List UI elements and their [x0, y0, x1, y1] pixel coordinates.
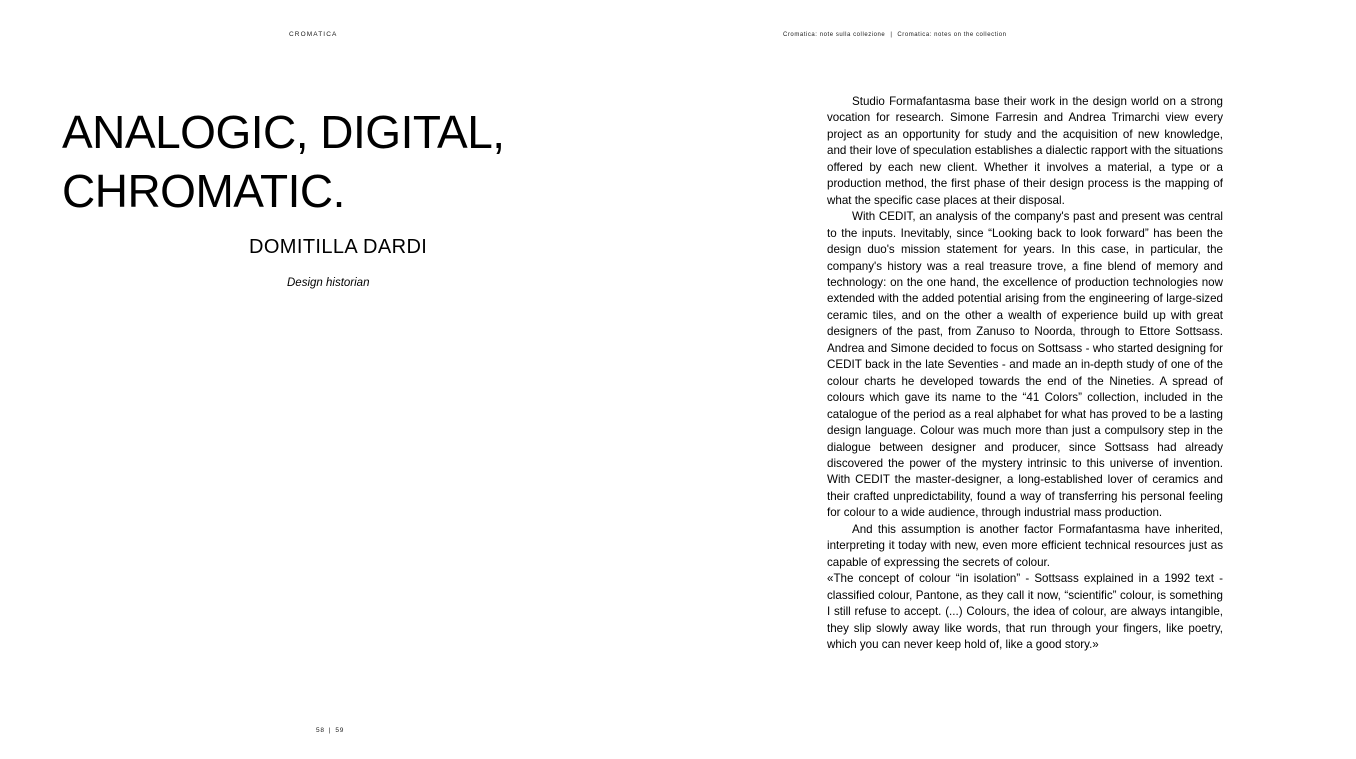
body-paragraph-2: With CEDIT, an analysis of the company's past and present was central to the inputs. Inevitably, since “Looking back to look forward” has been the design duo's mission statement for years. In this case, in particular, the company's history was a real treasure trove, a fine blend of memory and technology: on the one hand, the excellence of production technologies now extended with the added potential arising from the engineering of large-sized ceramic tiles, and on the other a wealth of experience build up with great designers of the past, from Zanuso to Noorda, through to Ettore Sottsass. Andrea and Simone decided to focus on Sottsass - who started designing for CEDIT back in the late Seventies - and made an in-depth study of one of the colour charts he developed towards the end of the Nineties. A spread of colours which gave its name to the “41 Colors” collection, included in the catalogue of the period as a real alphabet for what has proved to be a lasting design language. Colour was much more than just a compulsory step in the dialogue between designer and producer, since Sottsass had already discovered the power of the mystery intrinsic to this universe of invention. With CEDIT the master-designer, a long-established lover of ceramics and their crafted unpredictability, found a way of transferring his personal feeling for colour to a wide audience, through industrial mass production. — [827, 210, 1223, 520]
body-paragraph-4: «The concept of colour “in isolation” - Sottsass explained in a 1992 text - classified colour, Pantone, as they call it now, “scientific” colour, is something I still refuse to accept. (...) Colours, the idea of colour, are always intangible, they slip slowly away like words, that run through your fingers, like poetry, which you can never keep hold of, like a good story.» — [827, 572, 1223, 651]
page-title: ANALOGIC, DIGITAL, CHROMATIC. — [62, 105, 505, 217]
folio-separator: | — [328, 727, 332, 734]
running-head-english: Cromatica: notes on the collection — [897, 32, 1007, 38]
body-paragraph-3: And this assumption is another factor Formafantasma have inherited, interpreting it today with new, even more efficient technical resources just as capable of expressing the secrets of colour. — [827, 522, 1223, 569]
folio-left-page: 58 — [316, 727, 325, 734]
folio — [316, 727, 344, 734]
running-head-right — [783, 32, 1007, 38]
body-text-column — [827, 94, 1223, 653]
folio-right-page: 59 — [335, 727, 345, 734]
running-head-left: CROMATICA — [289, 31, 338, 38]
running-head-italian: Cromatica: note sulla collezione — [783, 32, 886, 38]
body-paragraph-1: Studio Formafantasma base their work in the design world on a strong vocation for research. Simone Farresin and Andrea Trimarchi view every project as an opportunity for study and the acquisition of new knowledge, and their love of speculation establishes a dialectic rapport with the situations offered by each new client. Whether it involves a material, a type or a production method, the first phase of their design process is the mapping of what the specific case places at their disposal. — [827, 95, 1223, 207]
running-head-separator: | — [890, 32, 893, 38]
author-role: Design historian — [287, 277, 370, 289]
author-name: DOMITILLA DARDI — [249, 236, 428, 258]
